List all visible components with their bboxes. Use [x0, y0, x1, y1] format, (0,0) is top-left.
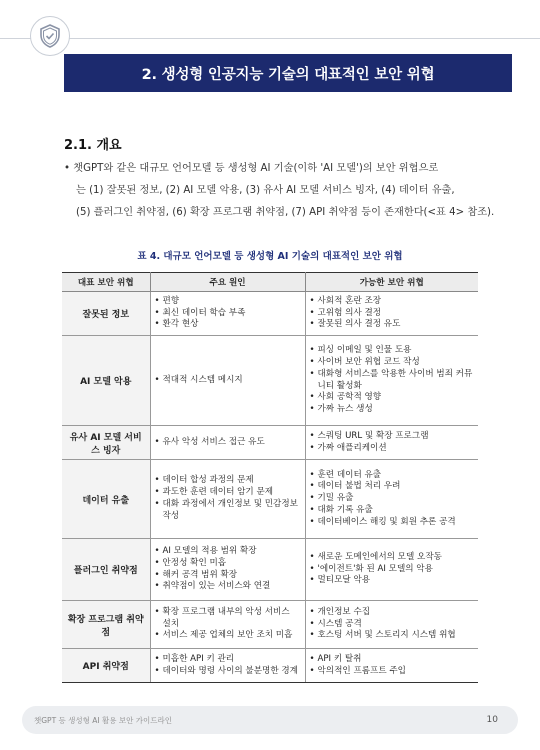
list-item: • 사이버 보안 위협 코드 작성	[310, 357, 475, 369]
risk-cell	[305, 292, 478, 336]
risk-list	[310, 431, 475, 455]
list-item: • 환각 현상	[155, 319, 301, 331]
cause-cell	[150, 649, 305, 683]
list-item: • 대화 과정에서 개인정보 및 민감정보 작성	[155, 499, 301, 523]
list-item: • 스쿼팅 URL 및 확장 프로그램	[310, 431, 475, 443]
threat-cell: 확장 프로그램 취약점	[62, 601, 150, 649]
chapter-title: 2. 생성형 인공지능 기술의 대표적인 보안 위협	[141, 66, 435, 83]
list-item: • 취약점이 있는 서비스와 연결	[155, 581, 301, 593]
list-item: • 악의적인 프롬프트 주입	[310, 666, 475, 678]
table-row	[62, 426, 478, 460]
risk-cell	[305, 336, 478, 426]
paragraph-line: 는 (1) 잘못된 정보, (2) AI 모델 악용, (3) 유사 AI 모델 서비스 빙자, (4) 데이터 유출,	[76, 185, 455, 196]
list-item: • 확장 프로그램 내부의 악성 서비스 설치	[155, 607, 301, 631]
column-header: 대표 보안 위협	[62, 273, 150, 292]
list-item: • 사회적 혼란 조장	[310, 296, 475, 308]
threat-cell: API 취약점	[62, 649, 150, 683]
list-item: • 개인정보 수집	[310, 607, 475, 619]
cause-list	[155, 296, 301, 331]
page-number: 10	[486, 715, 498, 725]
cause-cell	[150, 539, 305, 601]
table-header-row	[62, 273, 478, 292]
list-item: • 고위험 의사 결정	[310, 308, 475, 320]
shield-check-icon	[30, 16, 70, 56]
risk-cell	[305, 601, 478, 649]
cause-cell	[150, 292, 305, 336]
cause-list	[155, 475, 301, 522]
table-row	[62, 336, 478, 426]
list-item: • 훈련 데이터 유출	[310, 470, 475, 482]
cause-cell	[150, 336, 305, 426]
list-item: • 과도한 훈련 데이터 암기 문제	[155, 487, 301, 499]
list-item: • 데이터 합성 과정의 문제	[155, 475, 301, 487]
risk-list	[310, 552, 475, 587]
column-header: 주요 원인	[150, 273, 305, 292]
threat-cell: 플러그인 취약점	[62, 539, 150, 601]
list-item: • AI 모델의 적용 범위 확장	[155, 546, 301, 558]
list-item: • 멀티모달 악용	[310, 575, 475, 587]
cause-cell	[150, 601, 305, 649]
list-item: • 가짜 애플리케이션	[310, 443, 475, 455]
risk-cell	[305, 426, 478, 460]
table-row	[62, 649, 478, 683]
risk-list	[310, 345, 475, 416]
list-item: • '에이전트'화 된 AI 모델의 악용	[310, 564, 475, 576]
list-item: • 호스팅 서버 및 스토리지 시스템 위협	[310, 630, 475, 642]
risk-list	[310, 607, 475, 642]
table-row	[62, 601, 478, 649]
threat-cell: 데이터 유출	[62, 460, 150, 539]
table-row	[62, 292, 478, 336]
overview-paragraph	[64, 158, 496, 224]
risk-list	[310, 296, 475, 331]
table-row	[62, 460, 478, 539]
column-header: 가능한 보안 위협	[305, 273, 478, 292]
list-item: • 가짜 뉴스 생성	[310, 404, 475, 416]
table-caption: 표 4. 대규모 언어모델 등 생성형 AI 기술의 대표적인 보안 위협	[137, 251, 403, 262]
threat-cell: AI 모델 악용	[62, 336, 150, 426]
cause-list	[155, 546, 301, 593]
list-item: • 데이터 불법 처리 우려	[310, 481, 475, 493]
risk-list	[310, 470, 475, 529]
cause-cell	[150, 426, 305, 460]
page-footer	[22, 706, 518, 734]
threat-cell: 유사 AI 모델 서비스 빙자	[62, 426, 150, 460]
list-item: • 데이터베이스 해킹 및 회원 추론 공격	[310, 517, 475, 529]
footer-title: 챗GPT 등 생성형 AI 활용 보안 가이드라인	[34, 715, 172, 725]
list-item: • 잘못된 의사 결정 유도	[310, 319, 475, 331]
list-item: • 새로운 도메인에서의 모델 오작동	[310, 552, 475, 564]
list-item: • 안정성 확인 미흡	[155, 558, 301, 570]
threat-table	[62, 272, 478, 683]
table-row	[62, 539, 478, 601]
list-item: • 피싱 이메일 및 인물 도용	[310, 345, 475, 357]
list-item: • 대화 기록 유출	[310, 505, 475, 517]
list-item: • API 키 탈취	[310, 654, 475, 666]
cause-list	[155, 654, 301, 678]
risk-cell	[305, 539, 478, 601]
list-item: • 최신 데이터 학습 부족	[155, 308, 301, 320]
paragraph-line: (5) 플러그인 취약점, (6) 확장 프로그램 취약점, (7) API 취약점 등이 존재한다(<표 4> 참조).	[76, 207, 495, 218]
list-item: • 데이터와 명령 사이의 불분명한 경계	[155, 666, 301, 678]
list-item: • 대화형 서비스를 악용한 사이버 범죄 커뮤니티 활성화	[310, 369, 475, 393]
cause-cell	[150, 460, 305, 539]
list-item: • 편향	[155, 296, 301, 308]
cause-list	[155, 607, 301, 642]
threat-cell: 잘못된 정보	[62, 292, 150, 336]
list-item: • 미흡한 API 키 관리	[155, 654, 301, 666]
list-item: • 시스템 공격	[310, 619, 475, 631]
list-item: • 서비스 제공 업체의 보안 조치 미흡	[155, 630, 301, 642]
risk-cell	[305, 460, 478, 539]
paragraph-line: • 챗GPT와 같은 대규모 언어모델 등 생성형 AI 기술(이하 'AI 모델')의 보안 위협으로	[64, 163, 439, 174]
list-item: • 사회 공학적 영향	[310, 392, 475, 404]
list-item: • 유사 악성 서비스 접근 유도	[155, 437, 301, 449]
list-item: • 기밀 유출	[310, 493, 475, 505]
header-rule	[0, 38, 540, 39]
cause-list	[155, 375, 301, 387]
cause-list	[155, 437, 301, 449]
list-item: • 해커 공격 범위 확장	[155, 570, 301, 582]
chapter-banner	[64, 54, 512, 92]
section-heading: 2.1. 개요	[64, 138, 122, 153]
list-item: • 적대적 시스템 메시지	[155, 375, 301, 387]
risk-cell	[305, 649, 478, 683]
risk-list	[310, 654, 475, 678]
